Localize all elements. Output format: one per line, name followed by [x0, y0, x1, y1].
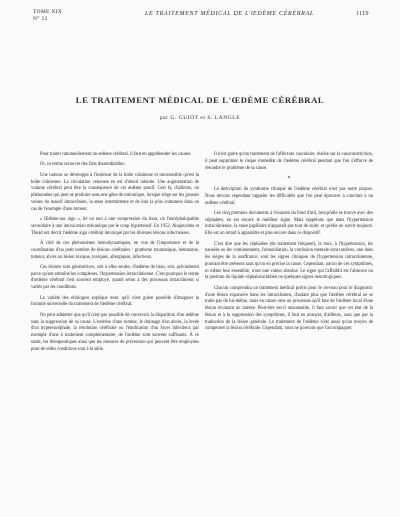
issue-number: N° 12 — [33, 16, 48, 22]
paragraph: Les cinq premiers documents à l'examen du fond d'œil, lorsqu'elle se trouve avec des céphalées, en est encore le meilleur signe. Mais rappelons que dans l'hypertension intracrânienne, la stase papillaire n'apparaît pas tout de suite; et qu'elle ne survit toujours. Elle est un retard à apparaître et plus encore dans ce dispositif. — [205, 210, 373, 237]
section-separator: * — [287, 176, 291, 183]
paragraph: On peut admettre que qu'il n'est pas possible de concevoir la disparition d'un œdème sans la suppression de sa cause. L'exérèse d'une tumeur, le drainage d'un abcès, la levée d'un hyperencéphale, la résolution cérébrale ou l'éradication d'un foyer infectieux par exemple d'une à traitement complémentaire, de l'œdème sont souvent suffisants. À ce stade, les thérapeutiques ainsi que les mesures de prévention qui peuvent être employées pour de telles conditions sont à la série. — [31, 312, 199, 352]
paragraph: Il n'est guère qu'un traitement de l'affection vasculaire, réalisé sur la vasoconstriction, il peut supprimer le risque immédiat de l'œdème cérébral pendant que l'on s'efforce de résoudre le problème de sa cause. — [205, 152, 373, 171]
paragraph: « Œdème-sac aigu », lié ou non à une compression du tissu, où l'encéphalopathie secondaire à une intoxication mécanique par le coup hypertensif. En 1952, Abajouchne et Thead ont décrit l'œdème aigu cérébral intoxiqué par les diverses lésions infectieuses. — [31, 217, 199, 236]
paragraph: C'est dire que les céphalées (de traitement fréquent), la toux, à l'hypertension, les nausées ou les vomissements, l'obnubilation, la confusion mentale sont tardives, une dans les sièges de la souffrance, sont les signes cliniques de l'hypertension intracrânienne, pouvant être présents sans qu'on en précise la cause. Cependant, aucun de ces symptômes, ni même leur ensemble, n'ont une valeur absolue. Le signe qui l'affaiblit est l'absence ou la position du liquide céphalorachidien ou quelques signes neurologiques. — [205, 241, 373, 281]
left-column — [31, 152, 199, 357]
paragraph: Ces lésions sont génératrices, soit à elles seules, d'œdème de tissu, soit, précisément parce qu'ont entraîné les complexes, l'hypertension intracrânienne. C'est pourquoi le terme d'œdème cérébral s'est souvent employé, quand selon à des processus intracrâniens si variés par les conditions. — [31, 264, 199, 291]
running-title: LE TRAITEMENT MÉDICAL DE L'ŒDÈME CÉRÉBRAL — [145, 11, 314, 17]
article-title: LE TRAITEMENT MÉDICAL DE L'ŒDÈME CÉRÉBRAL — [75, 95, 325, 105]
article-byline: par G. GUIOT et S. LANGLE — [159, 115, 241, 121]
volume-label: TOME XIX — [33, 9, 63, 15]
paragraph: Pour traiter rationnellement un œdème cérébral, il faut en appréhender les causes. — [40, 152, 192, 157]
paragraph: Or, ce terme recouvre des faits dissemblables : — [40, 162, 127, 168]
page-number: 1119 — [356, 11, 369, 17]
right-column — [205, 152, 373, 337]
paragraph: Une tumeur se développe à l'intérieur de la boîte crânienne et inextensible qu'est la boîte crânienne. La circulation veineuse en est d'abord ralentie. Une augmentation de volume cérébral peut être la conséquence de cet œdème passif. Cest là, d'ailleurs, un phénomène qui peut se produire sans une gêne de mécanique, lorsque siège sur les grosses veines du massif intracrânien, la stase intermittente et de loin la plus commune dans un cas de l'exemple d'une tumeur. — [31, 172, 199, 212]
paragraph: Le description du syndrome clinique de l'œdème cérébral n'est pas notre propos. Nous devons cependant rappeler les difficultés que l'on peut éprouver à conclure à un œdème cérébral. — [205, 187, 373, 206]
volume-info — [33, 9, 93, 23]
paragraph: La variété des étiologies explique donc qu'il n'est guère possible d'imaginer la formule universelle du traitement de l'œdème cérébral. — [31, 295, 199, 308]
paragraph: À côté de ces phénomènes hémodynamiques, en vue de l'importance et de la coordination d'un petit nombre de lésions cérébrales : grattisme traumatique, hématome, tumeur, abcès ou lésion toxique, toxiques, allergiques, infectieux. — [31, 241, 199, 260]
paragraph: Chacun comprendra un traitement médical précis pour le cerveau pour le diagnostic d'une lésion expansive dans les intracrâniens, d'autant plus que l'œdème cérébral ne se traite pas de lui-même, mais en raison sera un processus qu'il faut de l'œdème local d'une lésion évoluant ou latente. Peut-être est-il raisonnable, il faut savoir que cet état de la lésion et à la suppression des symptômes, il faut en avancer, d'ailleurs, sans que par la traduction de la lésion générale. Le traitement de l'œdème n'est aussi qu'un moyen de compenser la lésion cérébrale. Cependant, nous ne pouvons que l'accompagner. — [205, 285, 373, 332]
